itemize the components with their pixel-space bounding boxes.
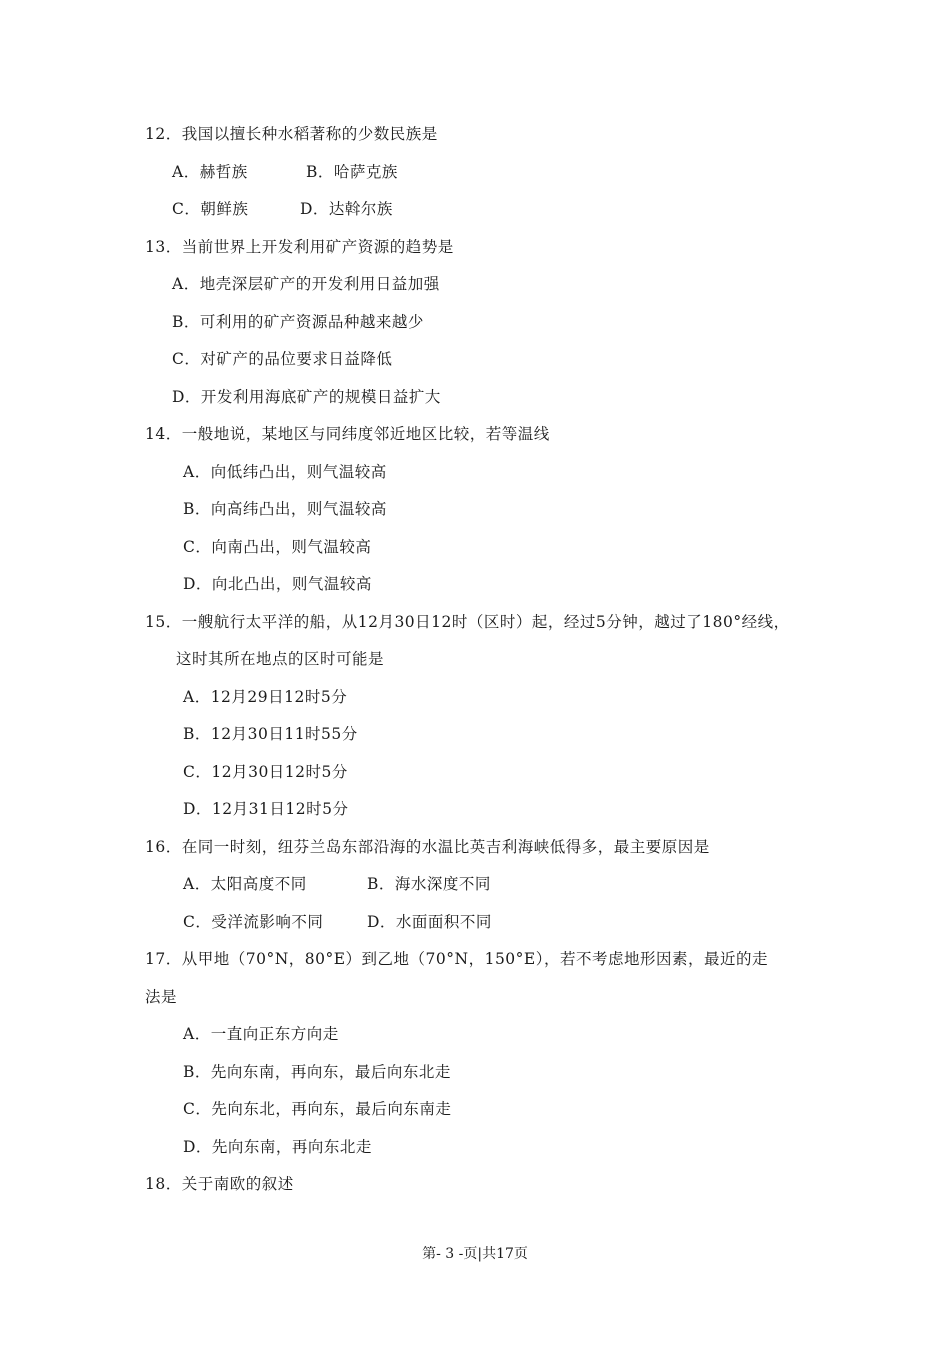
question-12-option-d: D．达斡尔族 (300, 200, 393, 218)
question-17-stem-continued: 法是 (145, 988, 178, 1006)
question-12-option-c: C．朝鲜族 (172, 200, 249, 218)
question-13-option-b: B．可利用的矿产资源品种越来越少 (172, 313, 424, 331)
question-14-option-d: D．向北凸出，则气温较高 (183, 575, 372, 593)
question-12-stem: 12．我国以擅长种水稻著称的少数民族是 (145, 125, 438, 143)
question-17-option-c: C．先向东北，再向东，最后向东南走 (183, 1100, 452, 1118)
question-16-option-c: C．受洋流影响不同 (183, 913, 324, 931)
question-14-option-c: C．向南凸出，则气温较高 (183, 538, 372, 556)
question-13-stem: 13．当前世界上开发利用矿产资源的趋势是 (145, 238, 454, 256)
question-16-option-a: A．太阳高度不同 (183, 875, 307, 893)
question-12-option-b: B．哈萨克族 (306, 163, 398, 181)
question-16-stem: 16．在同一时刻，纽芬兰岛东部沿海的水温比英吉利海峡低得多，最主要原因是 (145, 838, 710, 856)
question-14-stem: 14．一般地说，某地区与同纬度邻近地区比较，若等温线 (145, 425, 550, 443)
question-16-option-b: B．海水深度不同 (367, 875, 491, 893)
question-15-option-d: D．12月31日12时5分 (183, 800, 349, 818)
question-13-option-c: C．对矿产的品位要求日益降低 (172, 350, 393, 368)
question-15-option-b: B．12月30日11时55分 (183, 725, 358, 743)
question-12-option-a: A．赫哲族 (172, 163, 248, 181)
question-14-option-a: A．向低纬凸出，则气温较高 (183, 463, 387, 481)
page-number-footer: 第- 3 -页|共17页 (422, 1246, 528, 1262)
question-18-stem: 18．关于南欧的叙述 (145, 1175, 294, 1193)
question-15-option-a: A．12月29日12时5分 (183, 688, 348, 706)
question-13-option-a: A．地壳深层矿产的开发利用日益加强 (172, 275, 440, 293)
question-17-option-a: A．一直向正东方向走 (183, 1025, 339, 1043)
question-17-option-b: B．先向东南，再向东，最后向东北走 (183, 1063, 451, 1081)
question-16-option-d: D．水面面积不同 (367, 913, 492, 931)
question-17-stem: 17．从甲地（70°N，80°E）到乙地（70°N，150°E），若不考虑地形因素，最近的走 (145, 950, 768, 968)
question-15-stem-continued: 这时其所在地点的区时可能是 (176, 650, 385, 668)
question-15-option-c: C．12月30日12时5分 (183, 763, 348, 781)
question-15-stem: 15．一艘航行太平洋的船，从12月30日12时（区时）起，经过5分钟，越过了180°经线， (145, 613, 790, 631)
question-14-option-b: B．向高纬凸出，则气温较高 (183, 500, 387, 518)
question-13-option-d: D．开发利用海底矿产的规模日益扩大 (172, 388, 441, 406)
question-17-option-d: D．先向东南，再向东北走 (183, 1138, 372, 1156)
